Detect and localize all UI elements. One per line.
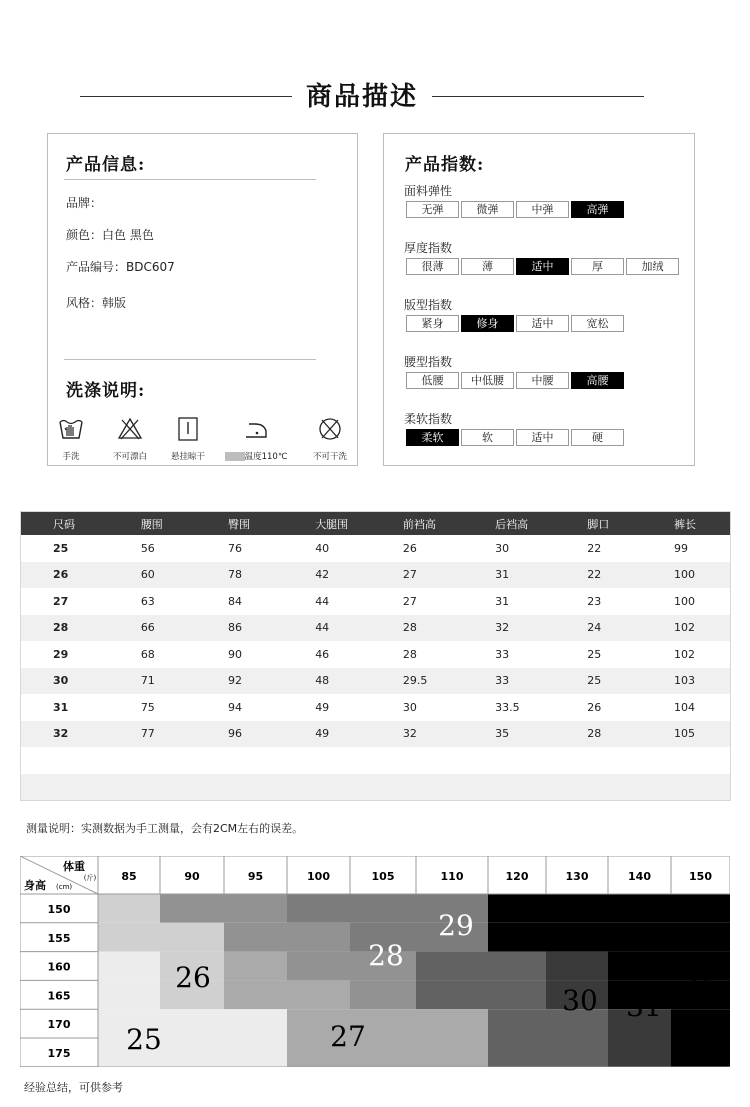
table-cell: [640, 774, 731, 801]
grid-cell-size-28: [287, 923, 350, 952]
table-cell: 102: [640, 615, 731, 642]
table-cell: 26: [21, 562, 107, 589]
table-row: [21, 535, 731, 562]
page-title: 商品描述: [305, 82, 418, 112]
table-cell: 28: [369, 615, 461, 642]
divider: [64, 359, 316, 360]
iron-icon: [243, 416, 269, 442]
grid-cell-size-28: [160, 894, 224, 923]
column-header: 脚口: [553, 512, 640, 536]
grid-cell-size-32: [488, 923, 546, 952]
index-heading: 产品指数:: [405, 155, 485, 175]
table-row: [21, 668, 731, 695]
index-option-selected: 柔软: [406, 429, 459, 446]
table-cell: 105: [640, 721, 731, 748]
grid-cell-size-30: [488, 980, 546, 1009]
index-option-selected: 高腰: [571, 372, 624, 389]
table-cell: 32: [461, 615, 553, 642]
table-cell: 31: [53, 700, 69, 714]
size-label-31: 31: [626, 990, 662, 1023]
product-index-panel: [383, 133, 695, 466]
table-cell: [21, 774, 107, 801]
table-cell: [461, 774, 553, 801]
grid-cell-size-28: [224, 923, 287, 952]
size-table-body: [21, 535, 731, 801]
table-cell: 100: [640, 562, 731, 589]
table-cell: 86: [194, 615, 281, 642]
size-label-27: 27: [330, 1020, 366, 1053]
table-cell: 76: [228, 541, 242, 555]
grid-cell-size-32: [671, 1038, 730, 1067]
table-cell: [107, 747, 194, 774]
table-cell: 30: [21, 668, 107, 695]
index-option-selected: 修身: [461, 315, 514, 332]
column-header: 腰围: [107, 512, 194, 536]
table-cell: 33: [495, 647, 510, 661]
index-option: 厚: [571, 258, 624, 275]
table-cell: 102: [673, 647, 695, 661]
grid-cell-size-32: [671, 894, 730, 923]
index-option: 适中: [516, 429, 569, 446]
grid-cell-size-30: [416, 952, 488, 981]
brand-line: 品牌：: [66, 196, 103, 210]
table-cell: [461, 747, 553, 774]
size-table-header: [21, 512, 731, 536]
index-option-selected: 适中: [516, 258, 569, 275]
table-cell: 99: [673, 541, 688, 555]
index-group-title: 面料弹性: [404, 184, 453, 198]
table-cell: 100: [673, 594, 695, 608]
weight-header: 105: [371, 870, 395, 883]
size-label-25: 25: [126, 1023, 162, 1056]
table-row: [21, 562, 731, 589]
weight-header: 85: [121, 870, 137, 883]
grid-cell-size-32: [546, 894, 608, 923]
product-code-line: 产品编号：BDC607: [66, 260, 175, 274]
height-unit-label: (cm): [56, 883, 73, 891]
table-cell: 32: [21, 721, 107, 748]
table-cell: 33.5: [495, 700, 520, 714]
table-cell: [553, 747, 640, 774]
index-option-row: [406, 201, 624, 218]
table-cell: 96: [194, 721, 281, 748]
table-cell: [194, 747, 281, 774]
table-cell: [21, 747, 107, 774]
table-cell: 31: [461, 562, 553, 589]
table-cell: 23: [587, 594, 602, 608]
size-label-26: 26: [175, 961, 211, 994]
summary-note: 经验总结，可供参考: [24, 1081, 123, 1094]
table-row-empty: [21, 747, 731, 774]
table-cell: 92: [194, 668, 281, 695]
index-group-title: 厚度指数: [404, 241, 453, 255]
index-group-title: 腰型指数: [404, 355, 453, 369]
weight-header: 110: [440, 870, 464, 883]
weight-unit-label: (斤): [83, 874, 97, 882]
table-row: [21, 615, 731, 642]
table-cell: 42: [281, 562, 369, 589]
table-cell: 71: [107, 668, 194, 695]
table-cell: 103: [640, 668, 731, 695]
height-label: 165: [47, 989, 71, 1003]
index-option: 很薄: [406, 258, 459, 275]
header-rule-right: [432, 96, 644, 97]
table-cell: 90: [228, 647, 242, 661]
height-label: 150: [47, 903, 71, 916]
index-option: 宽松: [571, 315, 624, 332]
height-label: 170: [47, 1018, 71, 1032]
table-cell: 28: [21, 615, 107, 642]
table-cell: 22: [553, 562, 640, 589]
size-recommendation-grid: [20, 856, 730, 1067]
table-cell: [281, 774, 369, 801]
grid-cell-size-26: [98, 923, 160, 952]
index-option: 微弹: [461, 201, 514, 218]
wash-heading: 洗涤说明:: [66, 381, 146, 401]
weight-header: 95: [247, 870, 264, 883]
table-cell: [369, 747, 461, 774]
table-cell: 66: [107, 615, 194, 642]
grid-cell-size-27: [224, 980, 287, 1009]
grid-cell-size-27: [287, 980, 350, 1009]
table-cell: 60: [107, 562, 194, 589]
column-header: 后裆高: [461, 512, 553, 536]
index-option: 低腰: [406, 372, 459, 389]
weight-axis-label: 体重: [63, 860, 85, 873]
column-header: 尺码: [21, 512, 107, 536]
grid-cell-size-30: [488, 952, 546, 981]
table-cell: 26: [587, 700, 602, 714]
grid-cell-size-31: [546, 952, 608, 981]
index-option-selected: 高弹: [571, 201, 624, 218]
table-cell: 24: [553, 615, 640, 642]
table-cell: 56: [140, 541, 155, 555]
table-row: [21, 694, 731, 721]
care-hang-dry: 悬挂晾干: [158, 416, 218, 462]
table-cell: 63: [140, 594, 155, 608]
grid-cell-size-32: [608, 894, 671, 923]
grid-cell-size-32: [671, 923, 730, 952]
table-row: [21, 641, 731, 668]
index-option: 薄: [461, 258, 514, 275]
care-iron: 温度110℃: [214, 416, 298, 462]
no-bleach-icon: [117, 416, 143, 442]
grid-cell-size-29: [350, 894, 416, 923]
grid-cell-size-27: [416, 1009, 488, 1038]
height-label: 160: [47, 960, 71, 974]
index-option: 紧身: [406, 315, 459, 332]
table-cell: 40: [315, 541, 330, 555]
weight-header: 150: [689, 870, 712, 883]
no-dry-clean-icon: [317, 416, 343, 442]
index-option: 中低腰: [461, 372, 514, 389]
grid-cell-size-25: [224, 1009, 287, 1038]
index-option-row: [406, 429, 624, 446]
index-option: 适中: [516, 315, 569, 332]
index-option: 中腰: [516, 372, 569, 389]
grid-cell-size-26: [98, 894, 160, 923]
table-cell: 25: [553, 668, 640, 695]
table-cell: 44: [281, 615, 369, 642]
table-cell: 31: [495, 594, 510, 608]
table-cell: 104: [673, 700, 695, 714]
height-label: 175: [47, 1047, 71, 1060]
table-cell: 27: [369, 562, 461, 589]
grid-cell-size-26: [160, 923, 224, 952]
header-rule-left: [80, 96, 292, 97]
weight-header: 140: [628, 870, 651, 883]
column-header: 大腿围: [281, 512, 369, 536]
table-cell: 27: [402, 594, 417, 608]
size-label-29: 29: [438, 909, 474, 942]
grid-cell-size-32: [608, 952, 671, 981]
table-cell: [369, 774, 461, 801]
table-cell: 68: [140, 647, 155, 661]
table-cell: 46: [315, 647, 330, 661]
table-cell: 22: [587, 541, 602, 555]
table-cell: 35: [461, 721, 553, 748]
table-cell: 75: [140, 700, 155, 714]
table-row-empty: [21, 774, 731, 801]
grid-cell-size-27: [224, 952, 287, 981]
table-cell: [107, 774, 194, 801]
grid-cell-size-32: [608, 923, 671, 952]
table-cell: 27: [53, 594, 69, 608]
table-cell: 28: [402, 647, 417, 661]
table-cell: [640, 747, 731, 774]
table-cell: 32: [369, 721, 461, 748]
index-group-title: 柔软指数: [404, 412, 453, 426]
table-cell: 33: [461, 668, 553, 695]
table-cell: 78: [194, 562, 281, 589]
divider: [64, 179, 316, 180]
grid-cell-size-25: [160, 1038, 224, 1067]
grid-cell-size-28: [350, 980, 416, 1009]
index-option-row: [406, 372, 624, 389]
table-cell: 49: [315, 700, 330, 714]
table-cell: 49: [281, 721, 369, 748]
size-label-30: 30: [562, 984, 598, 1017]
product-info-heading: 产品信息:: [66, 155, 146, 175]
height-label: 155: [47, 931, 71, 945]
index-option-row: [406, 315, 624, 332]
care-hand-wash: 手洗: [41, 416, 101, 462]
grid-cell-size-25: [160, 1009, 224, 1038]
grid-cell-size-25: [98, 980, 160, 1009]
table-row: [21, 588, 731, 615]
table-cell: 30: [402, 700, 417, 714]
column-header: 裤长: [640, 512, 731, 536]
table-cell: 25: [53, 541, 69, 555]
table-cell: 25: [587, 647, 602, 661]
index-option: 软: [461, 429, 514, 446]
grid-cell-size-30: [546, 1038, 608, 1067]
table-cell: [553, 774, 640, 801]
table-cell: [194, 774, 281, 801]
index-option: 加绒: [626, 258, 679, 275]
grid-cell-size-32: [546, 923, 608, 952]
index-option: 无弹: [406, 201, 459, 218]
table-cell: 28: [553, 721, 640, 748]
table-cell: 44: [315, 594, 330, 608]
grid-cell-size-31: [608, 1038, 671, 1067]
product-info-panel: [47, 133, 358, 466]
table-cell: 26: [402, 541, 417, 555]
table-cell: 48: [281, 668, 369, 695]
grid-cell-size-25: [224, 1038, 287, 1067]
height-axis-label: 身高: [24, 879, 46, 892]
grid-cell-size-29: [287, 894, 350, 923]
size-label-28: 28: [368, 939, 404, 972]
grid-cell-size-30: [488, 1009, 546, 1038]
table-cell: 84: [228, 594, 242, 608]
table-cell: 30: [495, 541, 510, 555]
size-label-32: 32: [680, 960, 716, 993]
column-header: 前裆高: [369, 512, 461, 536]
grid-cell-size-32: [488, 894, 546, 923]
table-row: [21, 721, 731, 748]
table-cell: 77: [107, 721, 194, 748]
measure-note: 测量说明：实测数据为手工测量，会有2CM左右的误差。: [26, 822, 304, 835]
table-cell: [281, 747, 369, 774]
index-option-row: [406, 258, 679, 275]
grid-cell-size-32: [671, 1009, 730, 1038]
size-table: [20, 511, 731, 801]
hang-dry-icon: [175, 416, 201, 442]
grid-cell-size-30: [488, 1038, 546, 1067]
table-cell: 94: [228, 700, 242, 714]
grid-cell-size-28: [287, 952, 350, 981]
grid-cell-size-28: [224, 894, 287, 923]
weight-header: 90: [184, 870, 200, 883]
grid-cell-size-27: [416, 1038, 488, 1067]
table-cell: 29: [53, 647, 69, 661]
weight-header: 100: [307, 870, 330, 883]
grid-cell-size-30: [416, 980, 488, 1009]
column-header: 臀围: [194, 512, 281, 536]
weight-header: 120: [505, 870, 529, 883]
index-option: 中弹: [516, 201, 569, 218]
care-no-bleach: 不可漂白: [100, 416, 160, 462]
grid-cell-size-25: [98, 952, 160, 981]
care-no-dry-clean: 不可干洗: [300, 416, 360, 462]
weight-header: 130: [565, 870, 589, 883]
table-cell: 29.5: [369, 668, 461, 695]
index-group-title: 版型指数: [404, 298, 453, 312]
redacted-mark: [225, 452, 245, 461]
index-option: 硬: [571, 429, 624, 446]
style-line: 风格：韩版: [66, 296, 127, 310]
color-line: 颜色：白色 黑色: [66, 228, 154, 242]
hand-wash-icon: [58, 416, 84, 442]
